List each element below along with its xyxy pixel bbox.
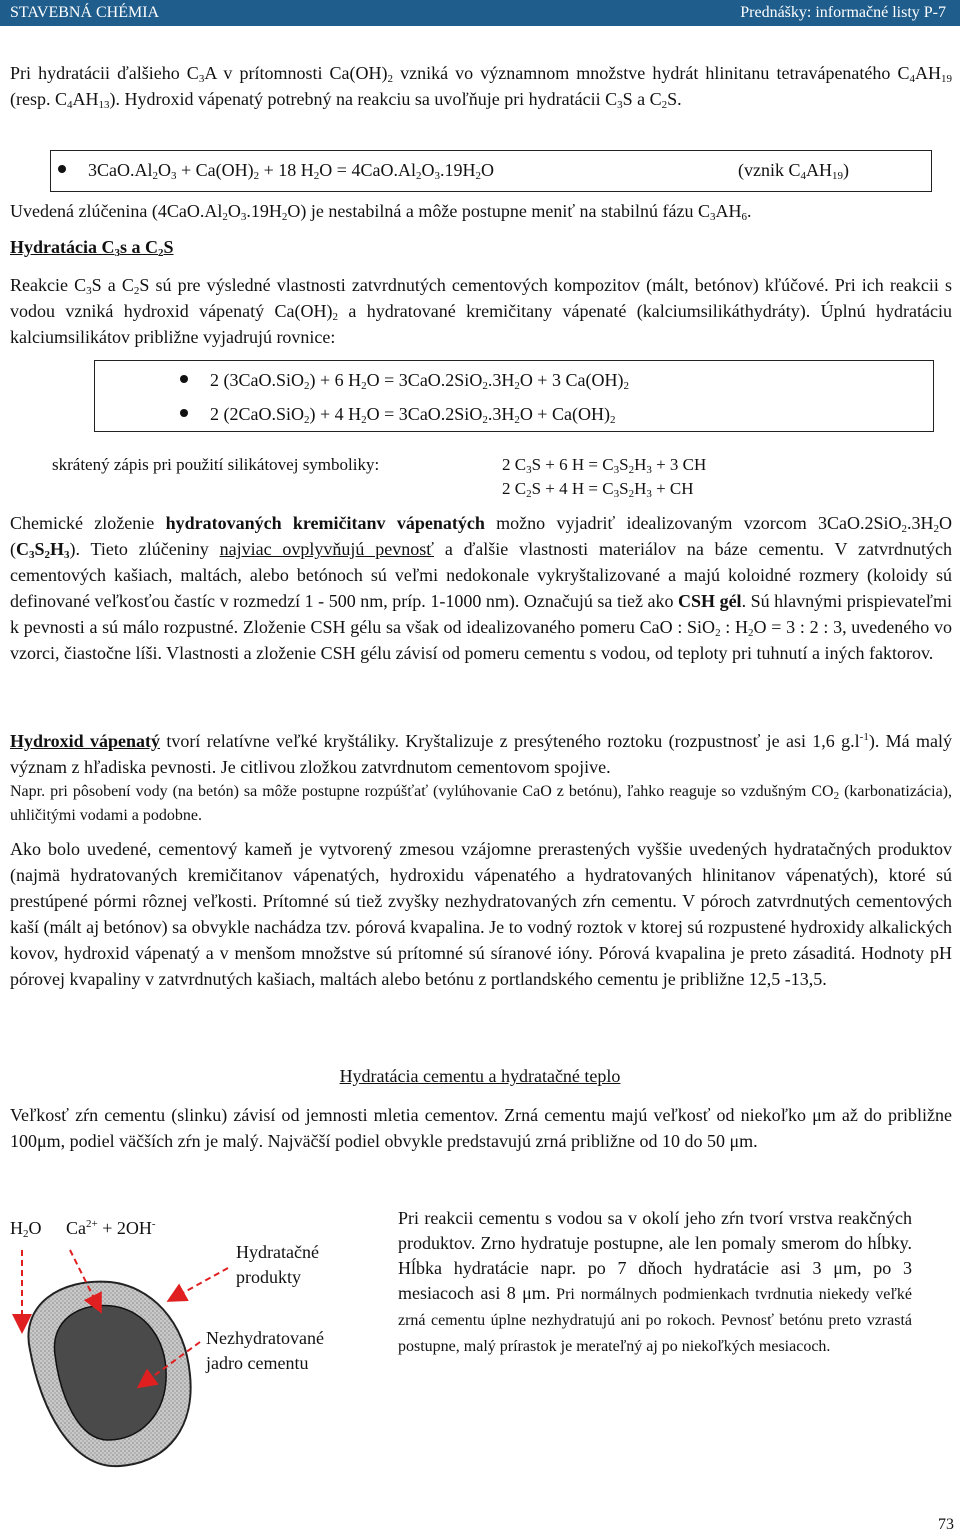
short-notation-line-2: 2 $C_2S + 4$ $H = C_3S_2H_3$ + CH [502,479,694,500]
short-notation-line-1: 2 $C_3S + 6$ $H = C_3S_2H_3 + 3$ CH [502,455,707,476]
bullet-icon [180,409,188,417]
intro-paragraph: Pri hydratácii ďalšieho $C_3A$ v prítomnosti $Ca(OH)_2$ vzniká vo významnom množstve hydrát hlinitanu tetravápenatého $C_4AH_{19}$ (resp. $C_4AH_{13}$). Hydroxid vápenatý potrebný na reakciu sa uvoľňuje pri hydratácii $C_3S$ a $C_2S$. [10,63,952,111]
page-header [0,0,960,26]
reactions-paragraph: Reakcie $C_3S$ a $C_2S$ sú pre výsledné vlastnosti zatvrdnutých cementových kompozitov (mált, betónov) kľúčové. Pri ich reakcii s vodou vzniká hydroxid vápenatý $Ca(OH)_2$ a hydratované kremičitany vápenaté (kalciumsilikáthydráty). Úplnú hydratáciu kalciumsilikátov približne vyjadrujú rovnice: [10,275,952,347]
unhydrated-core-label: Nezhydratované jadro cementu [206,1328,324,1373]
equation-1: $3CaO.Al_2O_3 + Ca(OH)_2 + 18$ $H_2O = 4CaO.Al_2O_3.19H_2O$ [58,158,494,182]
hydroxide-paragraph: Hydroxid vápenatý tvorí relatívne veľké kryštáliky. Kryštalizuje z presýteného roztoku (rozpustnosť je asi 1,6 $g.l^{-1}$). Má malý význam z hľadiska pevnosti. Je citlivou zložkou zatvrdnutom cementovom spojive. Napr. pri pôsobení vody (na betón) sa môže postupne rozpúšťať (vylúhovanie CaO z betónu), ľahko reaguje so vzdušným $CO_2$ (karbonatizácia), uhličitými vodami a podobne. [10,731,952,824]
heading-cement-hydration: Hydratácia cementu a hydratačné teplo [339,1066,621,1086]
unstable-paragraph: Uvedená zlúčenina $(4CaO.Al_2O_3.19H_2O)$ je nestabilná a môže postupne meniť na stabilnú fázu $C_3AH_6$. [10,201,752,223]
heading-hydration-c3s-c2s: Hydratácia $C_3s$ a $C_2S$ [10,237,174,259]
hydration-diagram [0,1190,400,1520]
ions-label: $Ca^{2+} + 2OH^-$ [66,1218,156,1238]
bullet-icon [58,165,66,173]
hydration-products-label: Hydratačné produkty [236,1242,319,1287]
grain-diagram-svg [0,1190,400,1520]
equation-2: 2 (3CaO.SiO$_2$) + 6 $H_2O = 3CaO.2SiO_2.3H_2O + 3$ $Ca(OH)_2$ [180,368,629,392]
page-number: 73 [938,1516,954,1533]
header-right: Prednášky: informačné listy P-7 [740,4,946,21]
products-arrow [170,1268,228,1300]
bullet-icon [180,375,188,383]
hydration-side-text: Pri reakcii cementu s vodou sa v okolí jeho zŕn tvorí vrstva reakčných produktov. Zrno hydratuje postupne, ale len pomaly smerom do hĺbky. Hĺbka hydratácie napr. po 7 dňoch hydratácie asi 3 μm, po 3 mesiacoch asi 8 μm. Pri normálnych podmienkach tvrdnutia niekedy veľké zrná cementu úplne nezhydratujú ani po rokoch. Pevnosť betónu preto vzrastá postupne, malý prírastok je merateľný aj po niekoľkých mesiacoch. [398,1208,913,1355]
equation-3: 2 (2CaO.SiO$_2$) + 4 $H_2O = 3CaO.2SiO_2.3H_2O + Ca(OH)_2$ [180,402,615,426]
grain-size-paragraph: Veľkosť zŕn cementu (slinku) závisí od jemnosti mletia cementov. Zrná cementu majú veľkosť od niekoľko μm až do približne 100μm, podiel väčších zŕn je malý. Najväčší podiel obvykle predstavujú zrná približne od 10 do 50 μm. [10,1105,952,1151]
short-notation-label: skrátený zápis pri použití silikátovej symboliky: [52,455,380,474]
csh-paragraph: Chemické zloženie hydratovaných kremičitanv vápenatých možno vyjadriť idealizovaným vzorcom $3CaO.2SiO_2.3H_2O$ $(C_3S_2H_3)$. Tieto zlúčeniny najviac ovplyvňujú pevnosť a ďalšie vlastnosti materiálov na báze cementu. V zatvrdnutých cementových kašiach, maltách, alebo betónoch sú veľmi nedokonale vykryštalizované a majú koloidné rozmery (koloidy sú definované veľkosťou častíc v rozmedzí 1 - 500 nm, príp. 1-1000 nm). Označujú sa tiež ako CSH gél. Sú hlavnými prispievateľmi k pevnosti a sú málo rozpustné. Zloženie CSH gélu sa však od idealizovaného pomeru CaO : SiO$_2$ : $H_2O = 3$ : 2 : 3, uvedeného vo vzorci, čiastočne líši. Vlastnosti a zloženie CSH gélu závisí od pomeru cementu s vodou, od teploty pri tuhnutí a iných faktorov. [10,513,953,663]
cement-stone-paragraph: Ako bolo uvedené, cementový kameň je vytvorený zmesou vzájomne prerastených vyššie uvedených hydratačných produktov (najmä hydratovaných kremičitanov vápenatých, hydroxidu vápenatého a hydratovaných hlinitanov vápenatých), ktoré sú prestúpené pórmi rôznej veľkosti. Prítomné sú tiež zvyšky nezhydratovaných zŕn cementu. V póroch zatvrdnutých cementových kaší (mált aj betónov) sa obvykle nachádza tzv. pórová kvapalina. Je to vodný roztok v ktorej sú rozpustené hydroxidy alkalických kovov, hydroxid vápenatý a v menšom množstve sú prítomné sú síranové ióny. Pórová kvapalina je preto zásaditá. Hodnoty pH pórovej kvapaliny v zatvrdnutých kašiach, maltách alebo betónu z portlandského cementu je približne 12,5 -13,5. [10,839,952,989]
water-label: $H_2O$ [10,1218,42,1240]
header-left: STAVEBNÁ CHÉMIA [10,4,160,21]
equation-1-note: (vznik $C_4AH_{19}$) [738,160,849,182]
